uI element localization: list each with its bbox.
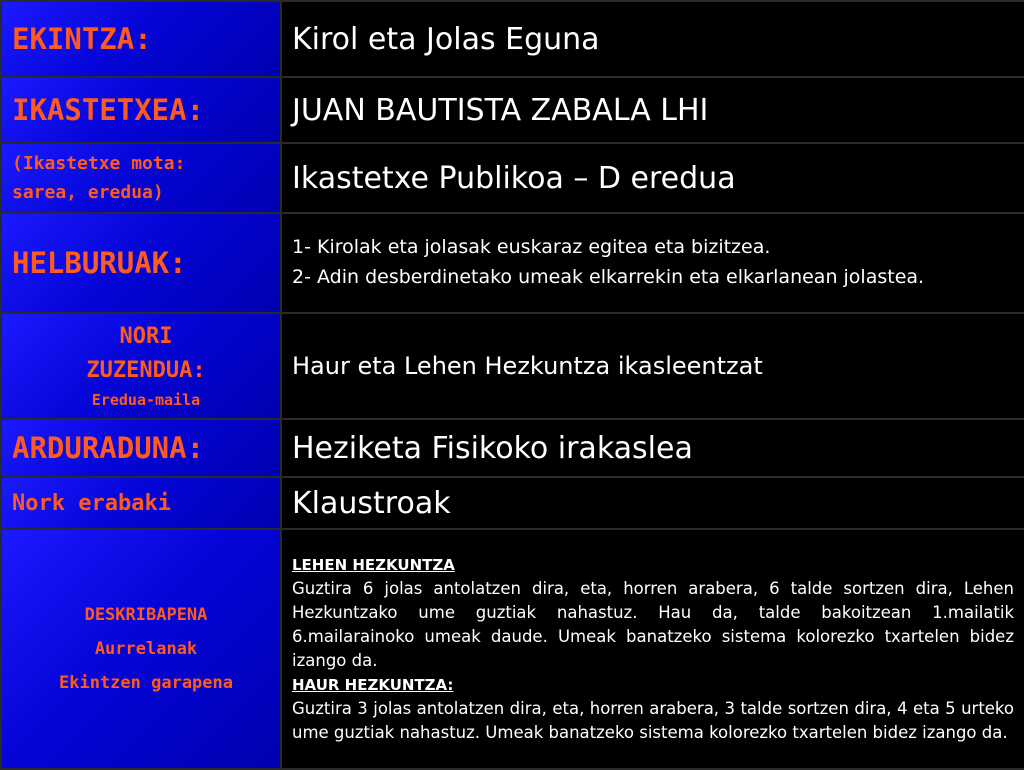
description-label <box>1 529 281 769</box>
row-school-type <box>1 143 1024 213</box>
school-type-value: Ikastetxe Publikoa – D eredua <box>281 143 1024 213</box>
decided-by-value: Klaustroak <box>281 477 1024 529</box>
goal-item-1: 1- Kirolak eta jolasak euskaraz egitea eta bizitzea. <box>292 236 771 258</box>
school-value: JUAN BAUTISTA ZABALA LHI <box>281 77 1024 143</box>
audience-label-line1: NORI <box>119 324 173 349</box>
row-activity <box>1 1 1024 77</box>
activity-label: EKINTZA: <box>1 1 281 77</box>
audience-label <box>1 313 281 419</box>
school-type-label-line1: (Ikastetxe mota: <box>12 153 186 174</box>
row-decided-by <box>1 477 1024 529</box>
infant-heading: HAUR HEZKUNTZA: <box>292 676 454 694</box>
audience-label-line3: Eredua-maila <box>91 391 201 409</box>
row-description <box>1 529 1024 769</box>
goals-value <box>281 213 1024 313</box>
school-type-label-line2: sarea, eredua) <box>12 182 164 203</box>
primary-text: Guztira 6 jolas antolatzen dira, eta, horren arabera, 6 talde sortzen dira, Lehen Hezkuntzako ume guztiak nahastuz. Hau da, talde bakoitzean 1.mailatik 6.mailarainoko umeak daude. Umeak banatzeko sistema kolorezko txartelen bidez izango da. <box>292 579 1014 670</box>
description-label-line2: Aurrelanak <box>94 639 198 659</box>
description-label-line3: Ekintzen garapena <box>59 673 233 693</box>
goals-label: HELBURUAK: <box>1 213 281 313</box>
row-school <box>1 77 1024 143</box>
goal-item-2: 2- Adin desberdinetako umeak elkarrekin eta elkarlanean jolastea. <box>292 266 925 288</box>
row-goals <box>1 213 1024 313</box>
school-label: IKASTETXEA: <box>1 77 281 143</box>
audience-label-line2: ZUZENDUA: <box>86 358 206 383</box>
responsible-label: ARDURADUNA: <box>1 419 281 477</box>
description-value <box>281 529 1024 769</box>
school-type-label <box>1 143 281 213</box>
row-audience <box>1 313 1024 419</box>
row-responsible <box>1 419 1024 477</box>
audience-value: Haur eta Lehen Hezkuntza ikasleentzat <box>281 313 1024 419</box>
description-label-line1: DESKRIBAPENA <box>84 605 208 625</box>
responsible-value: Heziketa Fisikoko irakaslea <box>281 419 1024 477</box>
activity-value: Kirol eta Jolas Eguna <box>281 1 1024 77</box>
infant-text: Guztira 3 jolas antolatzen dira, eta, horren arabera, 3 talde sortzen dira, 4 eta 5 urteko ume guztiak nahastuz. Umeak banatzeko sistema kolorezko txartelen bidez izango da. <box>292 699 1014 742</box>
decided-by-label: Nork erabaki <box>1 477 281 529</box>
primary-heading: LEHEN HEZKUNTZA <box>292 556 455 574</box>
